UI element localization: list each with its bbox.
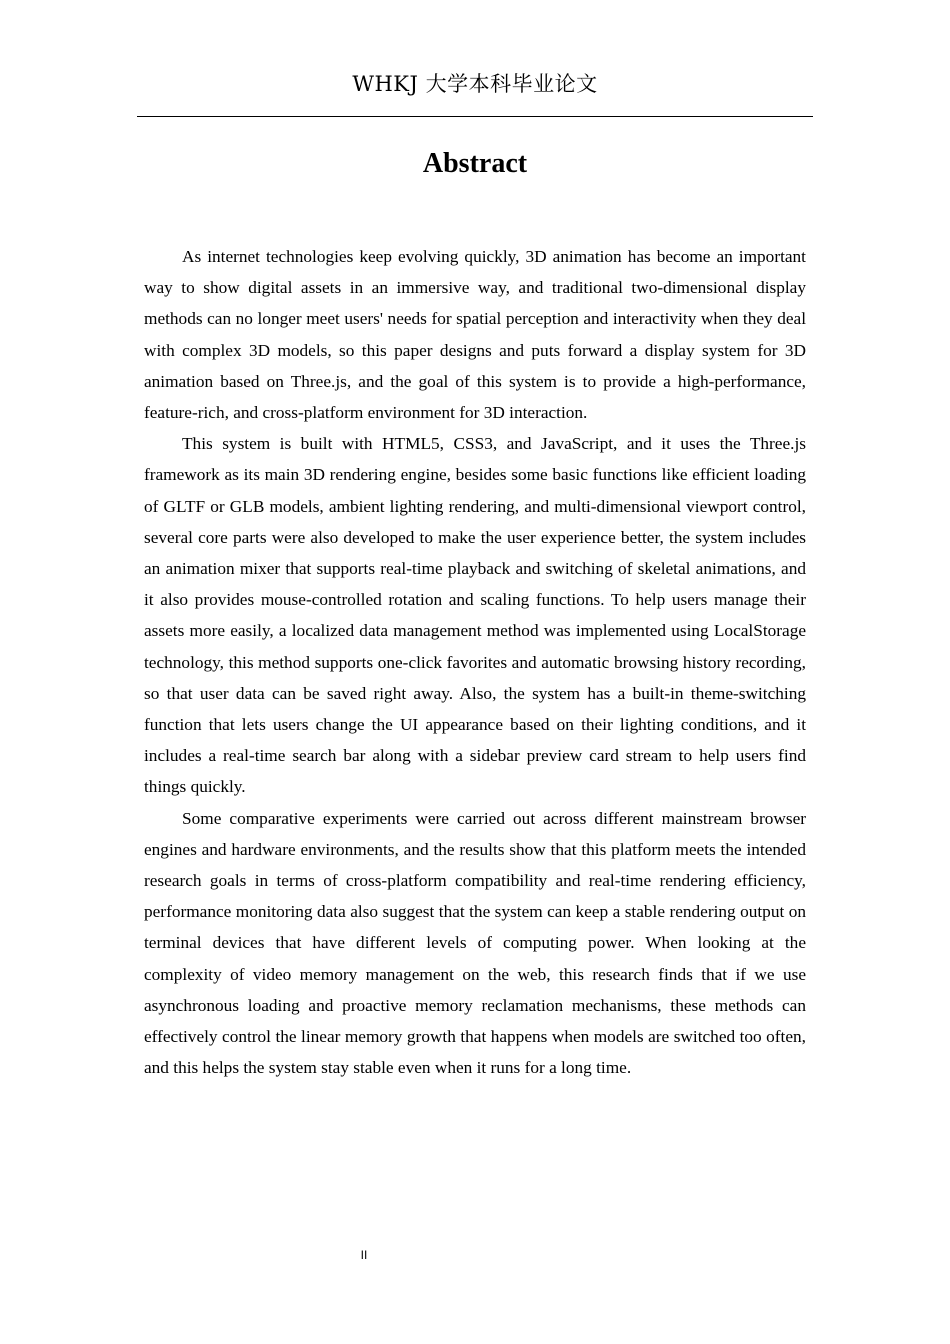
abstract-paragraph-1: As internet technologies keep evolving quickly, 3D animation has become an important way to show digital assets in an immersive way, and traditional two-dimensional display methods can no longer meet users' needs for spatial perception and interactivity when they deal with complex 3D models, so this paper designs and puts forward a display system for 3D animation based on Three.js, and the goal of this system is to provide a high-performance, feature-rich, and cross-platform environment for 3D interaction. — [144, 247, 806, 423]
page-number: II — [360, 1248, 368, 1262]
header-rule — [137, 116, 813, 117]
page-title: Abstract — [422, 148, 528, 179]
abstract-paragraph-2: This system is built with HTML5, CSS3, and JavaScript, and it uses the Three.js framework as its main 3D rendering engine, besides some basic functions like efficient loading of GLTF or GLB models, ambient lighting rendering, and multi-dimensional viewport control, several core parts were also developed to make the user experience better, the system includes an animation mixer that supports real-time playback and switching of skeletal animations, and it also provides mouse-controlled rotation and scaling functions. To help users manage their assets more easily, a localized data management method was implemented using LocalStorage technology, this method supports one-click favorites and automatic browsing history recording, so that user data can be saved right away. Also, the system has a built-in theme-switching function that lets users change the UI appearance based on their lighting conditions, and it includes a real-time search bar along with a sidebar preview card stream to help users find things quickly. — [144, 434, 806, 797]
abstract-body — [144, 241, 806, 1083]
running-header: WHKJ 大学本科毕业论文 — [352, 72, 598, 96]
abstract-paragraph-3: Some comparative experiments were carried out across different mainstream browser engines and hardware environments, and the results show that this platform meets the intended research goals in terms of cross-platform compatibility and real-time rendering efficiency, performance monitoring data also suggest that the system can keep a stable rendering output on terminal devices that have different levels of computing power. When looking at the complexity of video memory management on the web, this research finds that if we use asynchronous loading and proactive memory reclamation mechanisms, these methods can effectively control the linear memory growth that happens when models are switched too often, and this helps the system stay stable even when it runs for a long time. — [144, 808, 806, 1078]
